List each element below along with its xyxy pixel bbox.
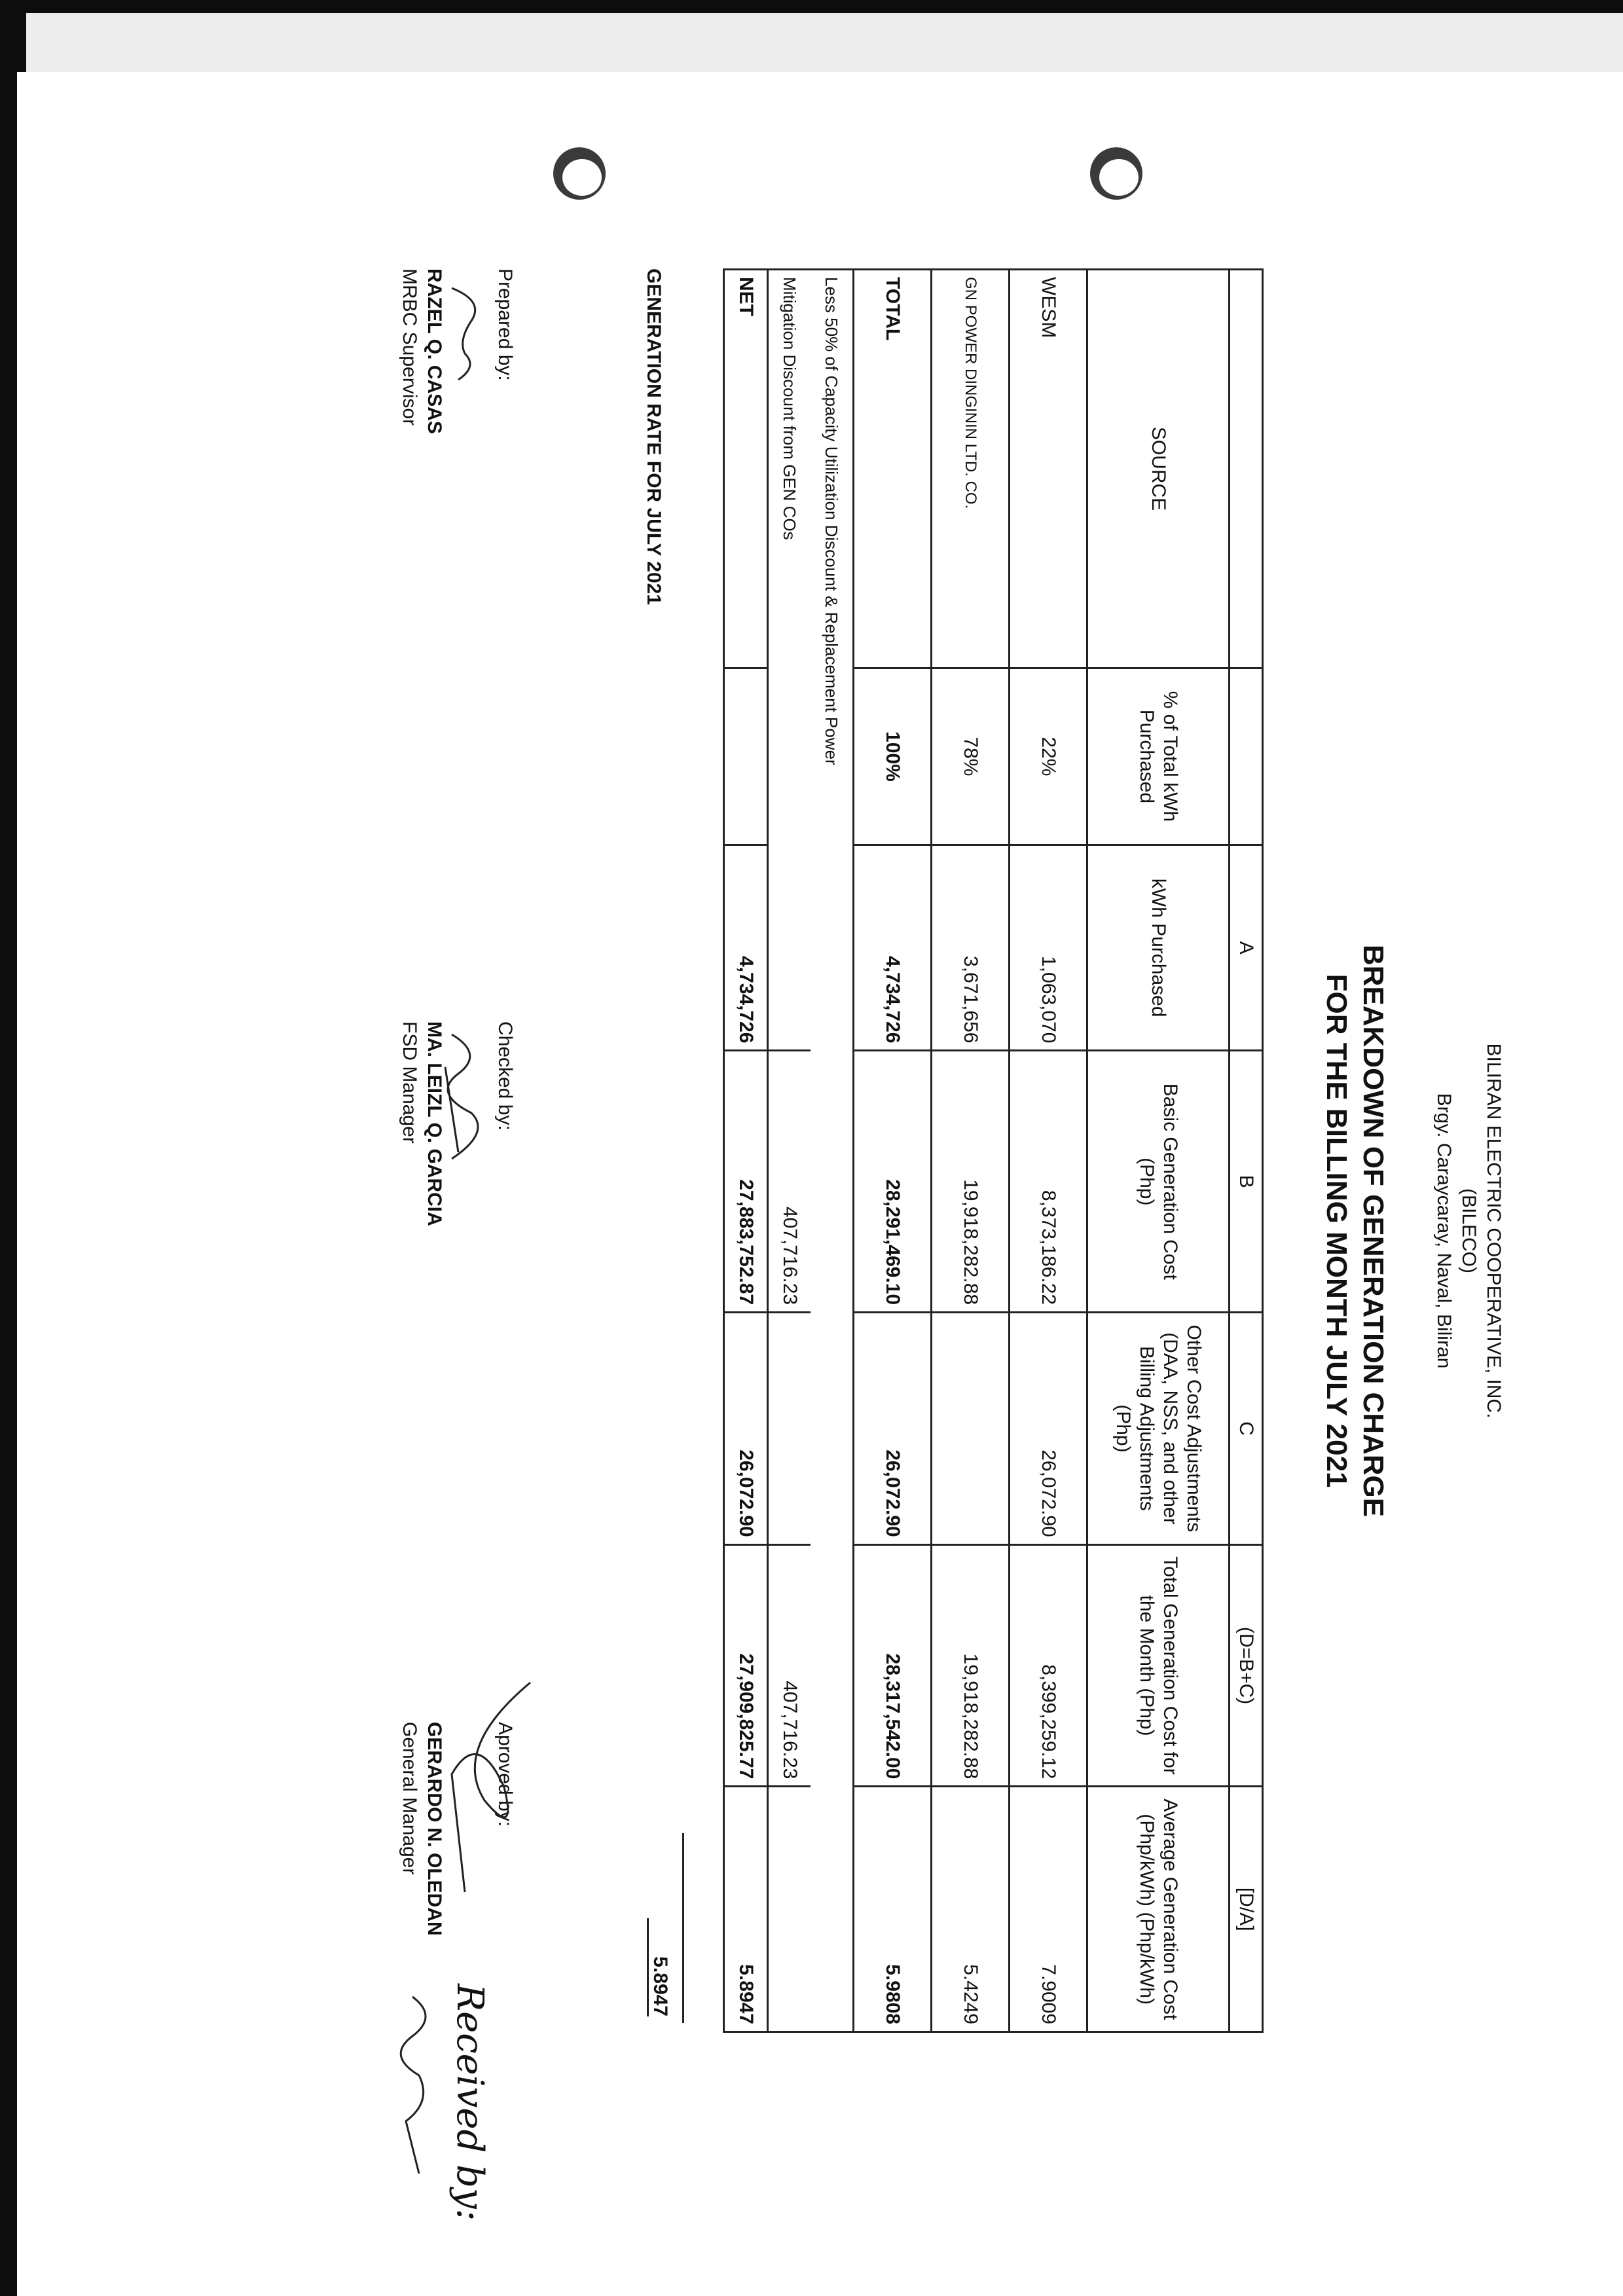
cell-average: 5.8947 bbox=[724, 1787, 768, 2032]
cell-average bbox=[768, 1787, 811, 2032]
cell-basic: 19,918,282.88 bbox=[932, 1051, 1010, 1313]
prepared-by-label: Prepared by: bbox=[494, 268, 516, 381]
scan-left-border bbox=[0, 0, 17, 2296]
column-letter: A bbox=[1230, 845, 1263, 1051]
cell-other: 26,072.90 bbox=[724, 1313, 768, 1545]
cell-basic: 27,883,752.87 bbox=[724, 1051, 768, 1313]
signature-mark bbox=[432, 1028, 498, 1172]
cell-kwh: 4,734,726 bbox=[724, 845, 768, 1051]
cell-pct: 22% bbox=[1010, 668, 1087, 845]
cell-source: GN POWER DINGININ LTD. CO. bbox=[932, 270, 1010, 668]
cell-source: NET bbox=[724, 270, 768, 668]
signature-mark bbox=[439, 282, 491, 386]
header-kwh: kWh Purchased bbox=[1087, 845, 1230, 1051]
generation-rate-label: GENERATION RATE FOR JULY 2021 bbox=[643, 268, 665, 606]
cell-pct: 100% bbox=[854, 668, 932, 845]
mitigation-row bbox=[768, 270, 811, 2032]
org-header bbox=[1431, 216, 1506, 2246]
cell-kwh: 1,063,070 bbox=[1010, 845, 1087, 1051]
org-abbr: (BILECO) bbox=[1458, 1188, 1480, 1274]
title-line-1: BREAKDOWN OF GENERATION CHARGE bbox=[1357, 944, 1389, 1518]
approved-by-name: GERARDO N. OLEDAN bbox=[424, 1722, 445, 1936]
cell-total: 19,918,282.88 bbox=[932, 1544, 1010, 1787]
header-pct: % of Total kWh Purchased bbox=[1087, 668, 1230, 845]
title-line-2: FOR THE BILLING MONTH JULY 2021 bbox=[1321, 974, 1353, 1488]
prepared-by-name: RAZEL Q. CASAS bbox=[424, 268, 445, 434]
cell-source: WESM bbox=[1010, 270, 1087, 668]
prepared-by-position: MRBC Supervisor bbox=[399, 268, 420, 426]
checked-by-label: Checked by: bbox=[494, 1021, 516, 1131]
org-name: BILIRAN ELECTRIC COOPERATIVE, INC. bbox=[1483, 1043, 1504, 1419]
cell-average: 5.4249 bbox=[932, 1787, 1010, 2032]
cell-other bbox=[932, 1313, 1010, 1545]
cell-basic: 8,373,186.22 bbox=[1010, 1051, 1087, 1313]
cell-basic: 407,716.23 bbox=[768, 1051, 811, 1313]
header-source: SOURCE bbox=[1087, 270, 1230, 668]
punch-hole bbox=[553, 147, 606, 200]
cell-average: 7.9009 bbox=[1010, 1787, 1087, 2032]
mitigation-label: Mitigation Discount from GEN COs bbox=[768, 270, 811, 1051]
cell-total: 407,716.23 bbox=[768, 1544, 811, 1787]
column-letter: B bbox=[1230, 1051, 1263, 1313]
column-header-row bbox=[1087, 270, 1230, 2032]
cell-kwh: 4,734,726 bbox=[854, 845, 932, 1051]
header-total-cost: Total Generation Cost for the Month (Php) bbox=[1087, 1544, 1230, 1787]
scan-top-border bbox=[0, 0, 1623, 72]
approved-by-label: Aproved by: bbox=[494, 1722, 516, 1827]
column-letter-row bbox=[1230, 270, 1263, 2032]
less-discount-label: Less 50% of Capacity Utilization Discount & Replacement Power bbox=[811, 270, 854, 2032]
cell-other bbox=[768, 1313, 811, 1545]
cell-basic: 28,291,469.10 bbox=[854, 1051, 932, 1313]
received-by-note: Received by: bbox=[448, 1984, 491, 2221]
generation-rate-value: 5.8947 bbox=[647, 1918, 671, 2016]
checked-by-block bbox=[397, 1021, 517, 1226]
cell-kwh: 3,671,656 bbox=[932, 845, 1010, 1051]
table-row bbox=[1010, 270, 1087, 2032]
column-letter bbox=[1230, 270, 1263, 668]
cell-total: 27,909,825.77 bbox=[724, 1544, 768, 1787]
header-basic-cost: Basic Generation Cost (Php) bbox=[1087, 1051, 1230, 1313]
column-letter bbox=[1230, 668, 1263, 845]
cell-other: 26,072.90 bbox=[1010, 1313, 1087, 1545]
org-address: Brgy. Caraycaray, Naval, Biliran bbox=[1433, 1093, 1455, 1369]
cell-source: TOTAL bbox=[854, 270, 932, 668]
total-row bbox=[854, 270, 932, 2032]
rate-rule bbox=[682, 1833, 684, 2023]
cell-pct: 78% bbox=[932, 668, 1010, 845]
prepared-by-block bbox=[397, 268, 517, 434]
cell-total: 8,399,259.12 bbox=[1010, 1544, 1087, 1787]
net-row bbox=[724, 270, 768, 2032]
checked-by-position: FSD Manager bbox=[399, 1021, 420, 1144]
header-other-cost: Other Cost Adjustments (DAA, NSS, and other Billing Adjustments (Php) bbox=[1087, 1313, 1230, 1545]
punch-hole bbox=[1090, 147, 1142, 200]
received-signature bbox=[386, 1990, 445, 2187]
cell-average: 5.9808 bbox=[854, 1787, 932, 2032]
column-letter: [D/A] bbox=[1230, 1787, 1263, 2032]
cell-total: 28,317,542.00 bbox=[854, 1544, 932, 1787]
document-title bbox=[1318, 216, 1391, 2246]
approved-by-block bbox=[397, 1722, 517, 1936]
checked-by-name: MA. LEIZL Q. GARCIA bbox=[424, 1021, 445, 1226]
cell-pct bbox=[724, 668, 768, 845]
table-row bbox=[932, 270, 1010, 2032]
header-average-cost: Average Generation Cost (Php/kWh) (Php/kWh) bbox=[1087, 1787, 1230, 2032]
document-page bbox=[327, 216, 1506, 2246]
signature-mark bbox=[426, 1669, 543, 1905]
approved-by-position: General Manager bbox=[399, 1722, 420, 1875]
column-letter: C bbox=[1230, 1313, 1263, 1545]
generation-charge-table bbox=[723, 268, 1264, 2033]
cell-other: 26,072.90 bbox=[854, 1313, 932, 1545]
column-letter: (D=B+C) bbox=[1230, 1544, 1263, 1787]
less-discount-row bbox=[811, 270, 854, 2032]
